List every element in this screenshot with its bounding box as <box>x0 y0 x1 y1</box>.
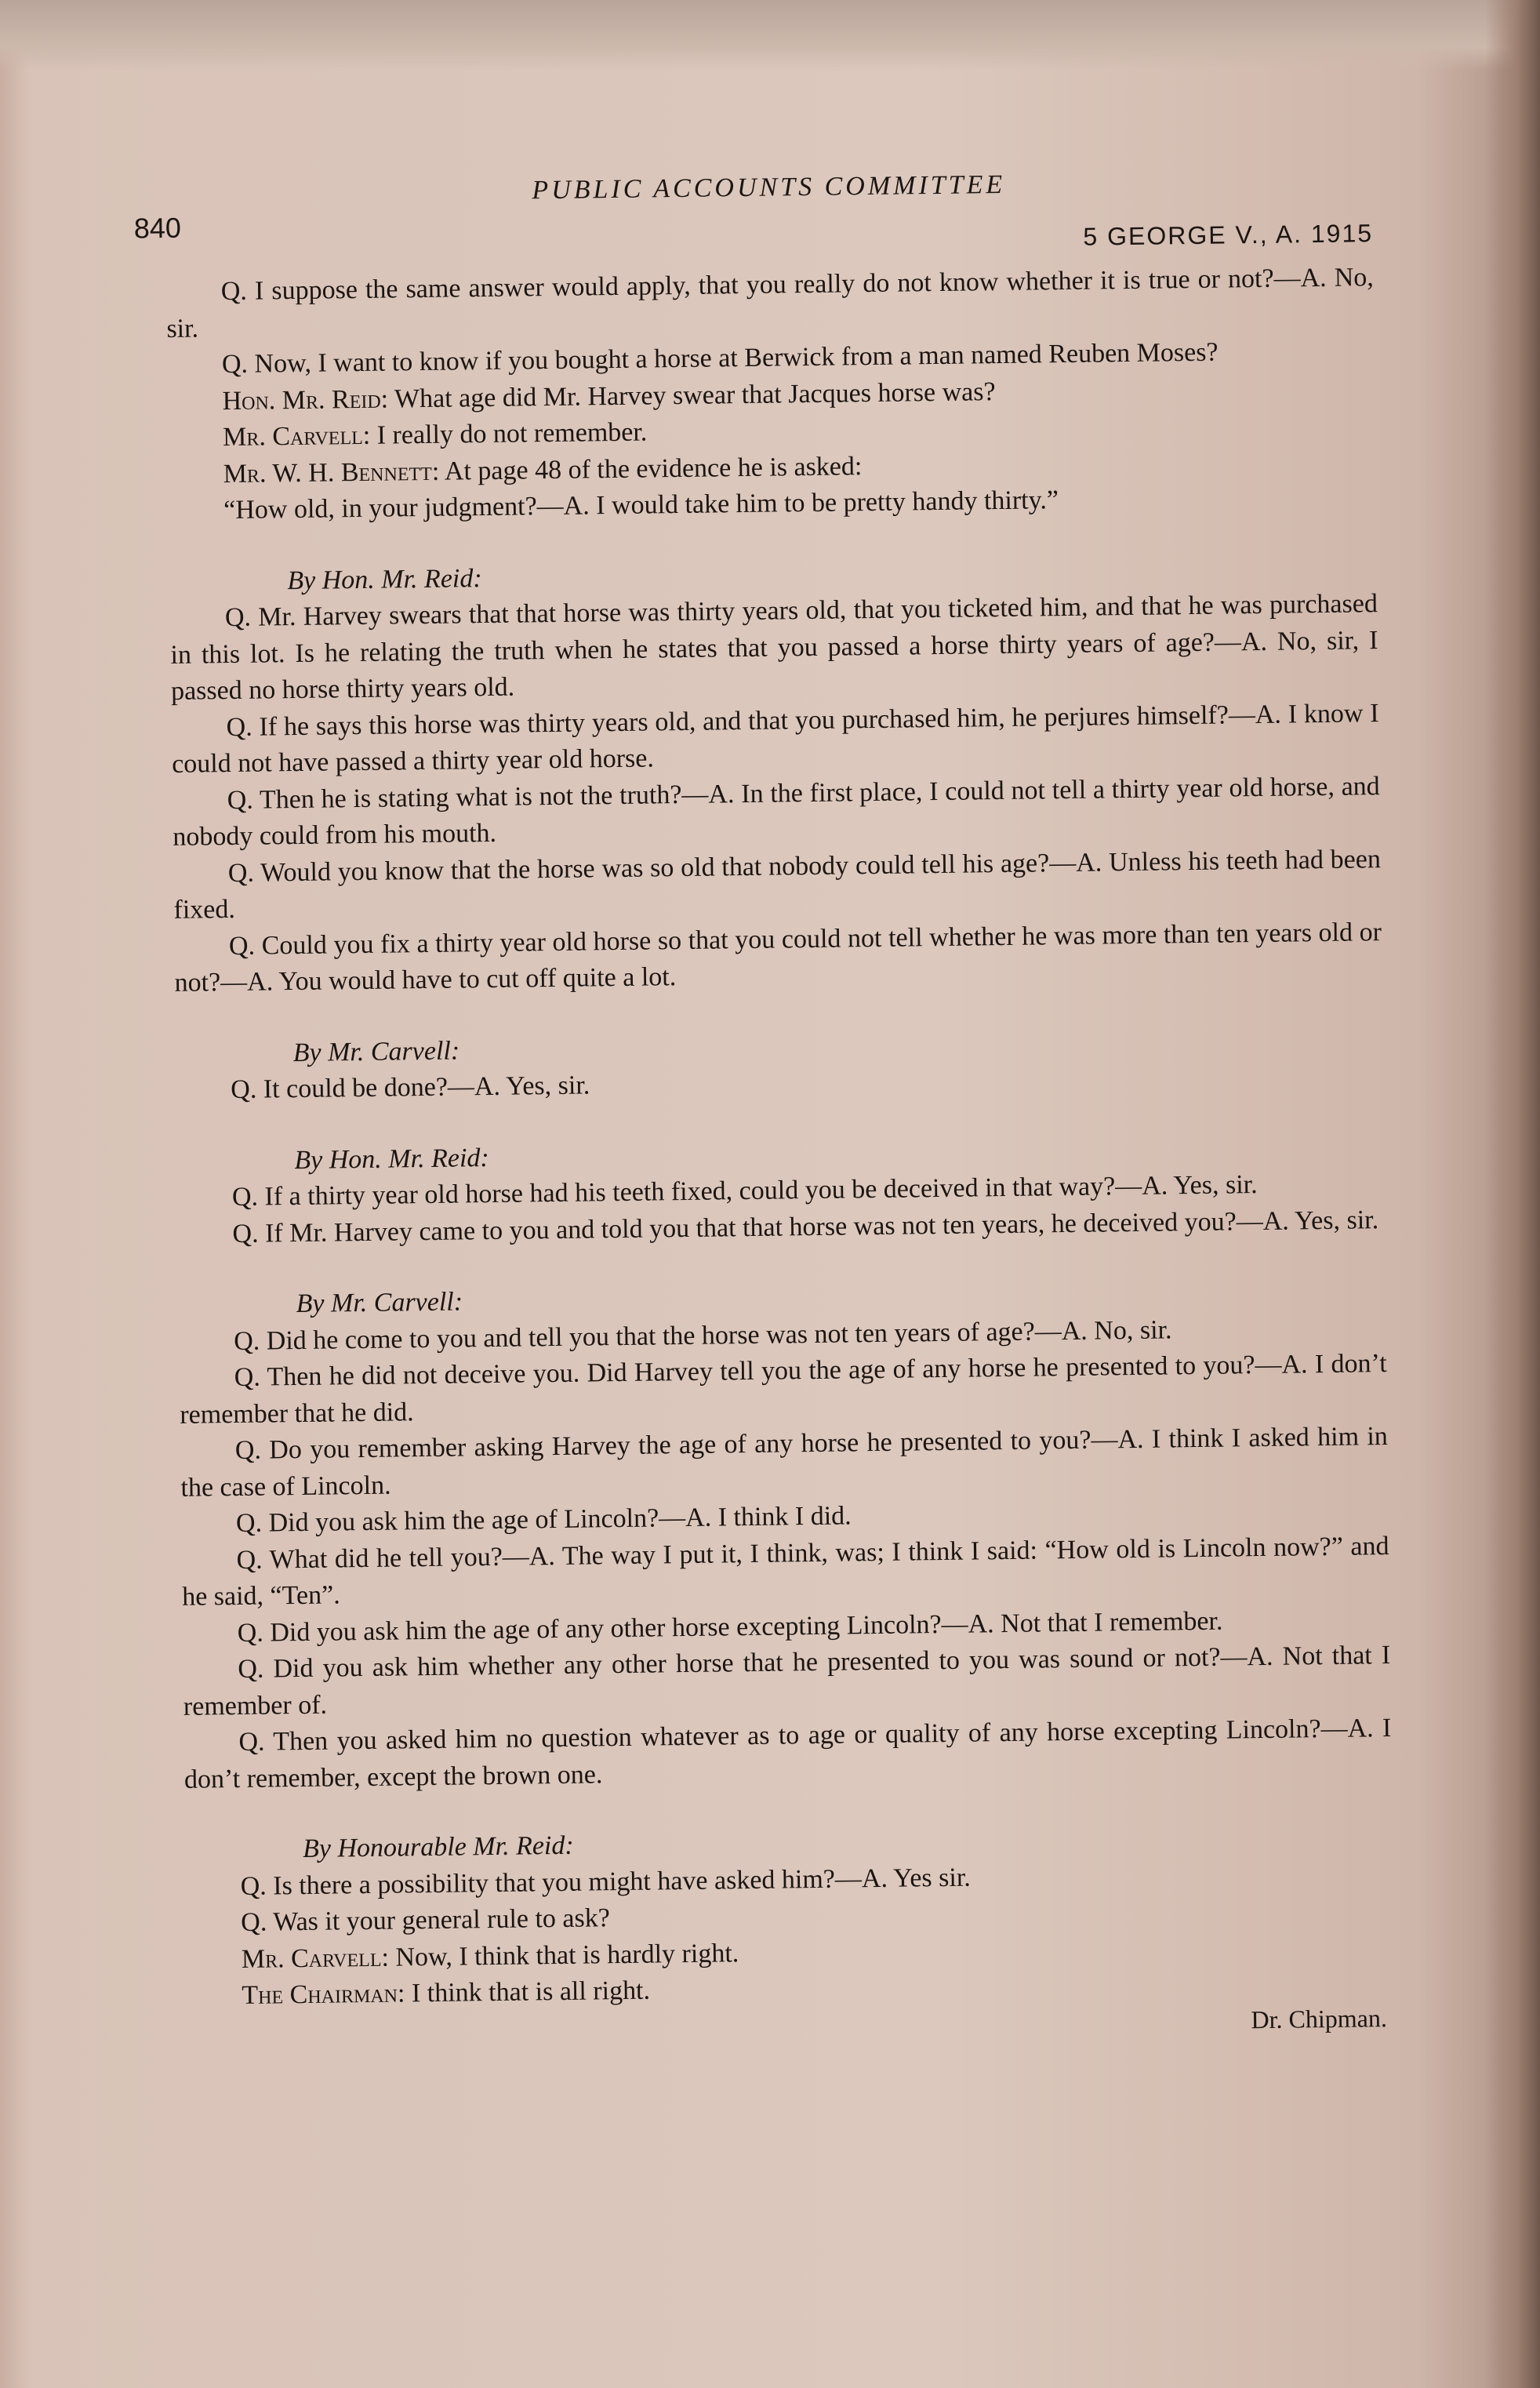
statement-text: What age did Mr. Harvey swear that Jacques horse was? <box>394 376 996 413</box>
speaker-name: Mr. Carvell <box>241 1943 382 1974</box>
question-answer: Q. Mr. Harvey swears that that horse was thirty years old, that you ticketed him, and that he was purchased in this lot. Is he relating the truth when he states that you passed a horse thirty years of age?—A. No, sir, I passed no horse thirty years old. <box>170 589 1378 706</box>
page-top-shadow <box>0 0 1540 71</box>
question-answer: Q. Would you know that the horse was so old that nobody could tell his age?—A. Unless his teeth had been fixed. <box>173 844 1382 925</box>
question-answer: Q. It could be done?—A. Yes, sir. <box>231 1070 590 1105</box>
page-number: 840 <box>133 211 182 245</box>
question-answer: Q. Then he is stating what is not the truth?—A. In the first place, I could not tell a thirty year old horse, and nobody could from his mouth. <box>173 771 1380 852</box>
speaker-colon: : <box>380 383 395 414</box>
section-heading: By Mr. Carvell: <box>296 1287 463 1319</box>
question-answer: Q. Then you asked him no question whatever as to age or quality of any horse excepting Lincoln?—A. I don’t remember, except the brown one. <box>183 1714 1392 1794</box>
question-answer: Q. Did he come to you and tell you that the horse was not ten years of age?—A. No, sir. <box>233 1314 1172 1356</box>
statement-text: I think that is all right. <box>411 1975 651 2008</box>
statement-text: I really do not remember. <box>376 417 648 450</box>
page-content <box>133 158 1395 2047</box>
question-answer: Q. Now, I want to know if you bought a horse at Berwick from a man named Reuben Moses? <box>221 337 1219 380</box>
question-answer: Q. Was it your general rule to ask? <box>241 1903 611 1937</box>
quoted-evidence: “How old, in your judgment?—A. I would take him to be pretty handy thirty.” <box>223 485 1059 525</box>
question-answer: Q. Is there a possibility that you might have asked him?—A. Yes sir. <box>240 1863 971 1901</box>
section-heading: By Hon. Mr. Reid: <box>294 1143 489 1175</box>
question-answer: Q. I suppose the same answer would apply, that you really do not know whether it is true or not?—A. No, sir. <box>166 263 1374 343</box>
question-answer: Q. If he says this horse was thirty years old, and that you purchased him, he perjures himself?—A. I know I could not have passed a thirty year old horse. <box>171 698 1379 779</box>
question-answer: Q. Did you ask him whether any other horse that he presented to you was sound or not?—A. Not that I remember of. <box>183 1641 1391 1721</box>
speaker-name: Mr. W. H. Bennett <box>223 456 433 489</box>
speaker-name: Mr. Carvell <box>222 420 363 453</box>
running-head: PUBLIC ACCOUNTS COMMITTEE <box>532 169 1006 205</box>
speaker-colon: : <box>381 1943 396 1972</box>
question-answer: Q. Did you ask him the age of any other horse excepting Lincoln?—A. Not that I remember. <box>237 1606 1223 1648</box>
section-heading: By Honourable Mr. Reid: <box>302 1830 574 1864</box>
section-heading: By Mr. Carvell: <box>292 1035 460 1067</box>
question-answer: Q. If a thirty year old horse had his teeth fixed, could you be deceived in that way?—A. Yes, sir. <box>231 1170 1258 1212</box>
speaker-name: Hon. Mr. Reid <box>222 384 381 416</box>
speaker-colon: : <box>431 456 445 486</box>
book-spine-shadow <box>1485 0 1540 2388</box>
transcript-body <box>166 260 1395 2015</box>
question-answer: Q. If Mr. Harvey came to you and told you that that horse was not ten years, he deceived you?—A. Yes, sir. <box>232 1205 1379 1249</box>
signoff: Dr. Chipman. <box>1251 2003 1388 2034</box>
question-answer: Q. What did he tell you?—A. The way I put it, I think, was; I think I said: “How old is Lincoln now?” and he said, “Ten”. <box>181 1531 1389 1612</box>
page-header <box>133 158 1374 274</box>
speaker-name: The Chairman <box>242 1979 398 2010</box>
section-heading: By Hon. Mr. Reid: <box>287 563 482 595</box>
question-answer: Q. Then he did not deceive you. Did Harvey tell you the age of any horse he presented to you?—A. I don’t remember that he did. <box>180 1349 1387 1430</box>
speaker-colon: : <box>362 420 377 450</box>
question-answer: Q. Could you fix a thirty year old horse so that you could not tell whether he was more than ten years old or not?—A. You would have to cut off quite a lot. <box>174 917 1382 998</box>
question-answer: Q. Do you remember asking Harvey the age of any horse he presented to you?—A. I think I asked him in the case of Lincoln. <box>180 1422 1389 1503</box>
statement-text: At page 48 of the evidence he is asked: <box>444 451 863 486</box>
question-answer: Q. Did you ask him the age of Lincoln?—A. I think I did. <box>235 1501 852 1539</box>
speaker-colon: : <box>397 1979 412 2008</box>
session-label: 5 GEORGE V., A. 1915 <box>1083 219 1374 251</box>
statement-text: Now, I think that is hardly right. <box>395 1938 739 1972</box>
